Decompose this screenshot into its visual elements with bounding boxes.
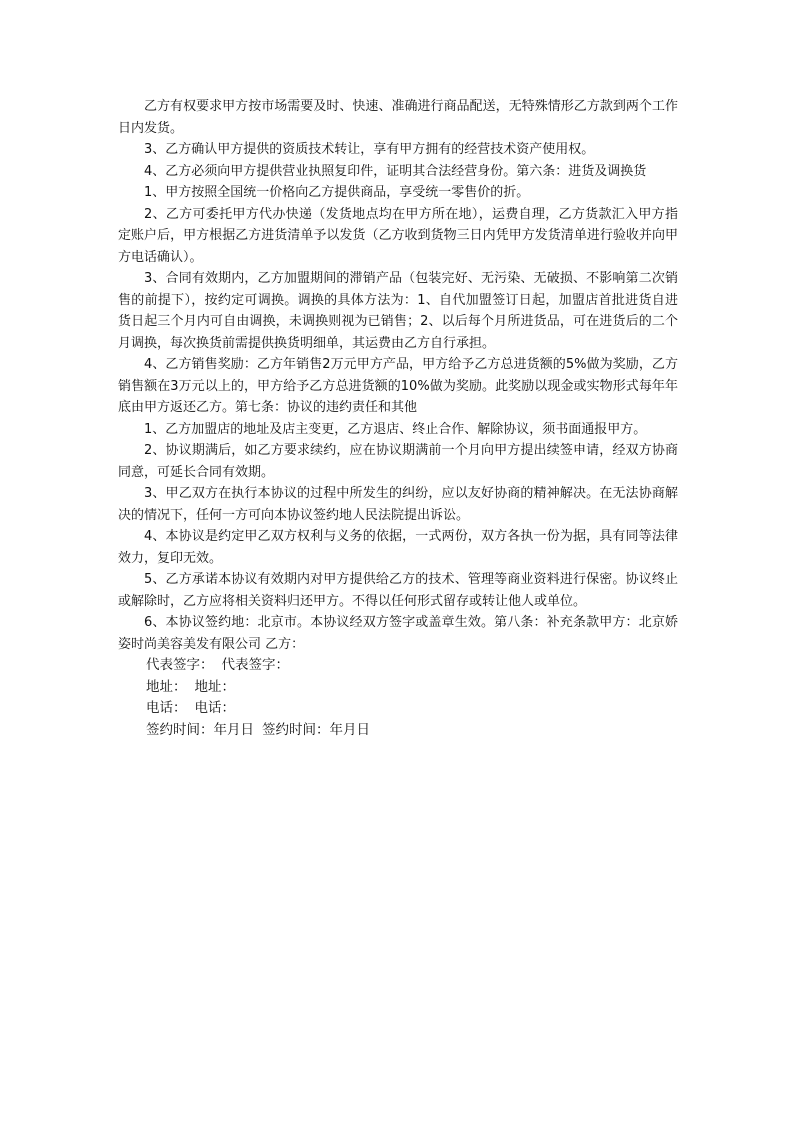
clause-sales-reward: 4、乙方销售奖励：乙方年销售2万元甲方产品，甲方给予乙方总进货额的5%做为奖励，乙方销售额在3万元以上的，甲方给予乙方总进货额的10%做为奖励。此奖励以现金或实物形式每年年底由甲方返还乙方。第七条：协议的违约责任和其他 [118,357,678,415]
contract-page [118,96,678,741]
clause-confidentiality: 5、乙方承诺本协议有效期内对甲方提供给乙方的技术、管理等商业资料进行保密。协议终止或解除时，乙方应将相关资料归还甲方。不得以任何形式留存或转让他人或单位。 [118,572,678,609]
clause-renewal: 2、协议期满后，如乙方要求续约，应在协议期满前一个月向甲方提出续签申请，经双方协商同意，可延长合同有效期。 [118,443,678,480]
signing-date-b: 签约时间：年月日 [262,721,370,738]
address-label-b: 地址： [194,678,235,695]
clause-store-change: 1、乙方加盟店的地址及店主变更，乙方退店、终止合作、解除协议，须书面通报甲方。 [144,421,647,437]
signature-representative-row [118,655,678,677]
address-label-a: 地址： [146,678,187,695]
clause-disputes: 3、甲乙双方在执行本协议的过程中所发生的纠纷，应以友好协商的精神解决。在无法协商解决的情况下，任何一方可向本协议签约地人民法院提出诉讼。 [118,486,678,523]
clause-copies: 4、本协议是约定甲乙双方权利与义务的依据，一式两份，双方各执一份为据，具有同等法律效力，复印无效。 [118,529,678,566]
clause-delivery-rights: 乙方有权要求甲方按市场需要及时、快速、准确进行商品配送，无特殊情形乙方款到两个工作日内发货。 [118,99,678,136]
clause-business-license: 4、乙方必须向甲方提供营业执照复印件，证明其合法经营身份。第六条：进货及调换货 [144,163,647,179]
signature-phone-row [118,698,678,720]
clause-pricing: 1、甲方按照全国统一价格向乙方提供商品，享受统一零售价的折。 [144,185,530,200]
clause-exchange: 3、合同有效期内，乙方加盟期间的滞销产品（包装完好、无污染、无破损、不影响第二次销售的前提下），按约定可调换。调换的具体方法为：1、自代加盟签订日起，加盟店首批进货自进货日起三个月内可自由调换，未调换则视为已销售；2、以后每个月所进货品，可在进货后的二个月调换，每次换货前需提供换货明细单，其运费由乙方自行承担。 [118,271,678,351]
representative-label-b: 代表签字： [221,657,289,673]
clause-express-delivery: 2、乙方可委托甲方代办快递（发货地点均在甲方所在地），运费自理，乙方货款汇入甲方指定账户后，甲方根据乙方进货清单予以发货（乙方收到货物三日内凭甲方发货清单进行验收并向甲方电话确认）。 [118,206,678,265]
phone-label-a: 电话： [146,700,187,716]
signature-date-row [118,720,678,742]
representative-label-a: 代表签字： [146,657,214,673]
clause-signing-location: 6、本协议签约地：北京市。本协议经双方签字或盖章生效。第八条：补充条款甲方：北京娇姿时尚美容美发有限公司 乙方： [118,615,678,652]
clause-tech-transfer: 3、乙方确认甲方提供的资质技术转让，享有甲方拥有的经营技术资产使用权。 [144,142,595,157]
phone-label-b: 电话： [194,700,235,716]
signing-date-a: 签约时间：年月日 [146,721,254,738]
signature-address-row [118,677,678,699]
